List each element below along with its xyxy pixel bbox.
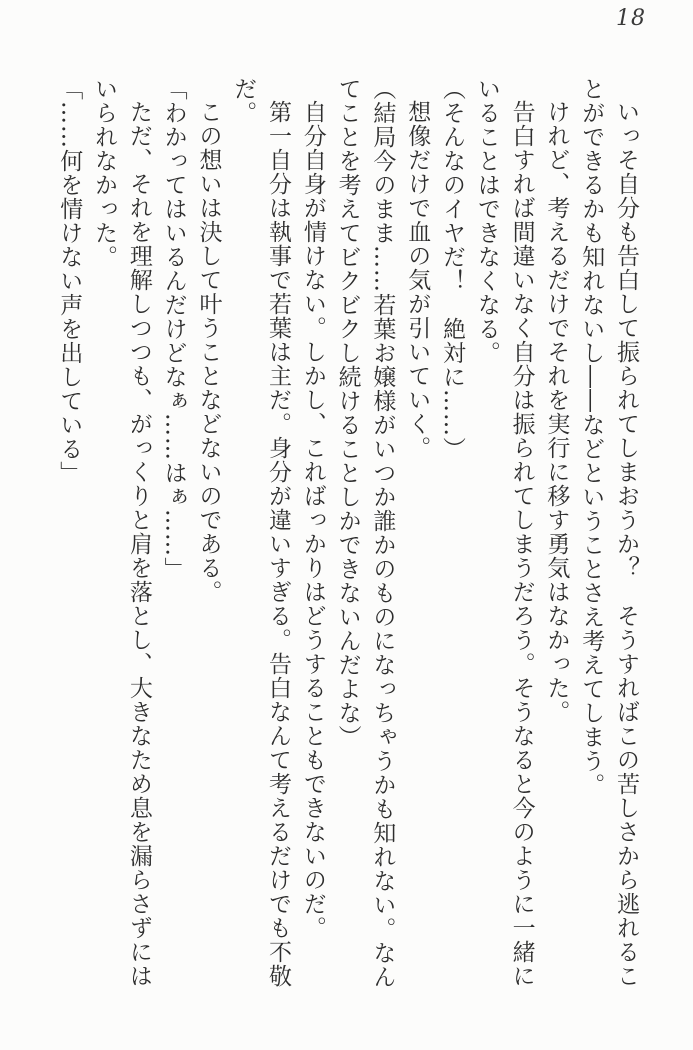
paragraph: けれど、考えるだけでそれを実行に移す勇気はなかった。	[543, 100, 570, 724]
page-number: 18	[616, 6, 646, 31]
paragraph-monologue: （そんなのイヤだ！ 絶対に……）	[439, 77, 466, 461]
paragraph: いっそ自分も告白して振られてしまおうか？ そうすればこの苦しさから逃れることができるかも知れないし――などということさえ考えてしまう。	[578, 77, 639, 988]
paragraph-monologue: （結局今のまま……若葉お嬢様がいつか誰かのものになっちゃうかも知れない。なんてことを考えてビクビクし続けることしかできないんだよな）	[334, 77, 396, 989]
paragraph-dialogue: 「わかってはいるんだけどなぁ……はぁ……」	[160, 77, 187, 581]
paragraph: この想いは決して叶うことなどないのである。	[195, 100, 222, 604]
paragraph: 告白すれば間違いなく自分は振られてしまうだろう。そうなると今のように一緒にいることはできなくなる。	[473, 77, 535, 988]
paragraph: 自分自身が情けない。しかし、こればっかりはどうすることもできないのだ。	[299, 100, 326, 940]
paragraph-dialogue: 「……何を情けない声を出している」	[56, 77, 83, 485]
paragraph: 第一自分は執事で若葉は主だ。身分が違いすぎる。告白なんて考えるだけでも不敬だ。	[230, 77, 292, 988]
vertical-text-block	[43, 77, 643, 992]
paragraph: ただ、それを理解しつつも、がっくりと肩を落とし、大きなため息を漏らさずにはいられなかった。	[91, 77, 152, 988]
paragraph: 想像だけで血の気が引いていく。	[404, 100, 431, 460]
